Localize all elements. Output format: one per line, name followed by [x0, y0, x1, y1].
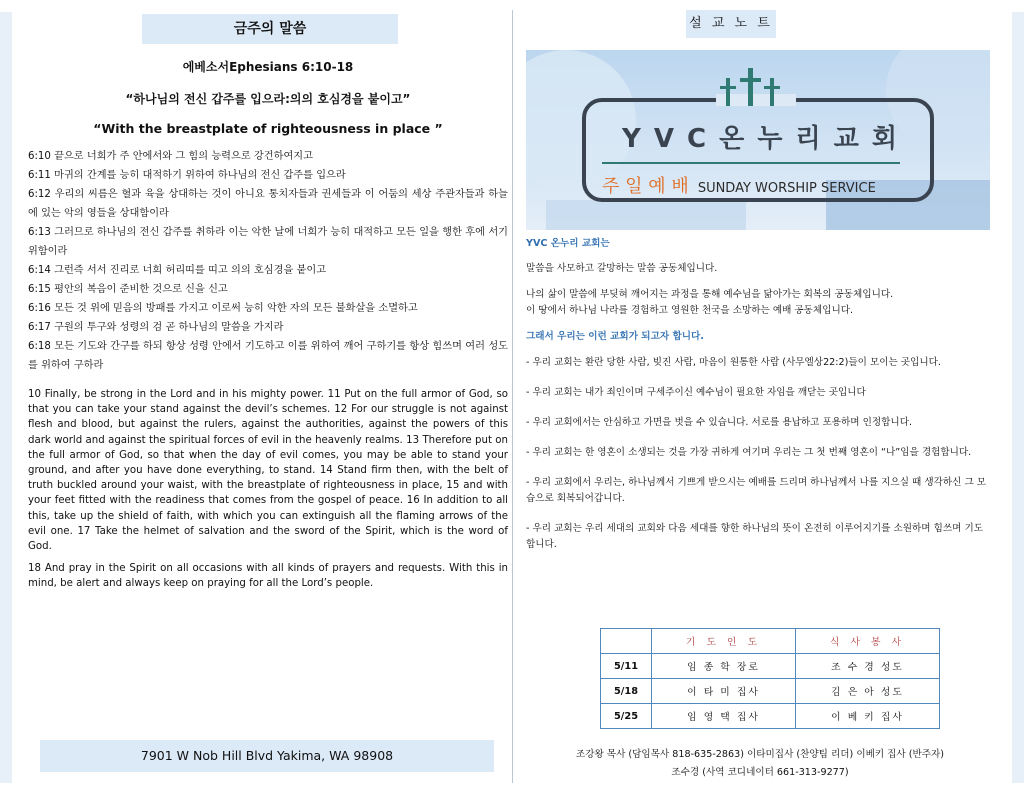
verse-ko: 6:15 평안의 복음이 준비한 것으로 신을 신고 — [28, 284, 228, 295]
english-verses — [28, 387, 508, 599]
church-address: 7901 W Nob Hill Blvd Yakima, WA 98908 — [40, 740, 494, 772]
verse-ko: 6:18 모든 기도와 간구를 하되 항상 성령 안에서 기도하고 이를 위하여 깨어 구하기를 항상 힘쓰며 여러 성도를 위하여 구하라 — [28, 341, 508, 371]
right-page-edge — [1012, 12, 1024, 783]
staff-contact-line: 조수경 (사역 코디네이터 661-313-9277) — [671, 767, 849, 778]
paragraph: 나의 삶이 말씀에 부딪혀 깨어지는 과정을 통해 예수님을 닮아가는 회복의 공동체입니다. — [526, 289, 894, 300]
page-divider — [512, 10, 513, 783]
verse-en-paragraph: 10 Finally, be strong in the Lord and in his mighty power. 11 Put on the full armor of God, so that you can take your stand against the devil’s schemes. 12 For our struggle is not against flesh and blood, but against the rulers, against the authorities, against the powers of this dark world and against the spiritual forces of evil in the heavenly realms. 13 Therefore put on the full armor of God, so that when the day of evil comes, you may be able to stand your ground, and after you have done everything, to stand. 14 Stand firm then, with the belt of truth buckled around your waist, with the breastplate of righteousness in place, 15 and with your feet fitted with the readiness that comes from the gospel of peace. 16 In addition to all this, take up the shield of faith, with which you can extinguish all the flaming arrows of the evil one. 17 Take the helmet of salvation and the sword of the Spirit, which is the word of God. — [28, 389, 508, 553]
service-duty-table — [600, 628, 940, 729]
prayer-leader: 이 타 미 집사 — [652, 679, 796, 704]
scripture-header: 금주의 말씀 — [142, 14, 398, 44]
intro-heading: YVC 온누리 교회는 — [526, 238, 610, 249]
verse-ko: 6:10 끝으로 너희가 주 안에서와 그 힘의 능력으로 강건하여지고 — [28, 151, 313, 162]
prayer-leader: 임 영 택 집사 — [652, 704, 796, 729]
church-description — [526, 236, 992, 553]
scripture-reference: 에베소서Ephesians 6:10-18 — [182, 60, 354, 74]
meal-server: 조 수 경 성도 — [796, 654, 940, 679]
verse-en-paragraph: 18 And pray in the Spirit on all occasions with all kinds of prayers and requests. With this in mind, be alert and always keep on praying for all the Lord’s people. — [28, 563, 508, 590]
staff-contact-line: 조강왕 목사 (담임목사 818-635-2863) 이타미집사 (찬양팀 리더) 이베키 집사 (반주자) — [575, 749, 945, 760]
paragraph: 이 땅에서 하나님 나라를 경험하고 영원한 천국을 소망하는 예배 공동체입니다. — [526, 305, 854, 316]
church-name: Y V C 온 누 리 교 회 — [622, 124, 899, 154]
sermon-title-korean: “하나님의 전신 갑주를 입으라:의의 호심경을 붙이고” — [125, 92, 411, 106]
sermon-title-english: “With the breastplate of righteousness in place ” — [93, 121, 443, 136]
table-row — [601, 704, 940, 729]
vision-bullet: - 우리 교회는 한 영혼이 소생되는 것을 가장 귀하게 여기며 우리는 그 첫 번째 영혼이 “나”임을 경험합니다. — [526, 447, 972, 458]
verse-ko: 6:17 구원의 투구와 성령의 검 곧 하나님의 말씀을 가지라 — [28, 322, 284, 333]
table-header-cell — [601, 629, 652, 654]
service-line — [602, 172, 876, 198]
left-page-edge — [0, 12, 12, 783]
vision-bullet: - 우리 교회는 환란 당한 사람, 빚진 사람, 마음이 원통한 사람 (사무엘상22:2)들이 모이는 곳입니다. — [526, 357, 941, 368]
verse-ko: 6:12 우리의 씨름은 혈과 육을 상대하는 것이 아니요 통치자들과 권세들과 이 어둠의 세상 주관자들과 하늘에 있는 악의 영들을 상대함이라 — [28, 189, 508, 219]
sermon-notes-header: 설 교 노 트 — [686, 10, 776, 38]
korean-verses — [28, 147, 508, 375]
vision-bullet: - 우리 교회는 우리 세대의 교회와 다음 세대를 향한 하나님의 뜻이 온전히 이루어지기를 소원하며 힘쓰며 기도합니다. — [526, 523, 983, 550]
verse-ko: 6:14 그런즉 서서 진리로 너희 허리띠를 띠고 의의 호심경을 붙이고 — [28, 265, 327, 276]
sermon-notes-page — [522, 10, 998, 785]
duty-date: 5/11 — [601, 654, 652, 679]
prayer-leader: 임 종 학 장로 — [652, 654, 796, 679]
vision-heading: 그래서 우리는 이런 교회가 되고자 합니다. — [526, 331, 704, 342]
verse-ko: 6:11 마귀의 간계를 능히 대적하기 위하여 하나님의 전신 갑주를 입으라 — [28, 170, 346, 181]
verse-ko: 6:16 모든 것 위에 믿음의 방패를 가지고 이로써 능히 악한 자의 모든 불화살을 소멸하고 — [28, 303, 418, 314]
church-banner — [526, 50, 990, 230]
table-row — [601, 679, 940, 704]
duty-date: 5/18 — [601, 679, 652, 704]
service-korean: 주 일 예 배 — [602, 176, 689, 197]
paragraph: 말씀을 사모하고 갈망하는 말씀 공동체입니다. — [526, 263, 718, 274]
service-english: SUNDAY WORSHIP SERVICE — [697, 181, 876, 196]
meal-server: 김 은 아 성도 — [796, 679, 940, 704]
duty-date: 5/25 — [601, 704, 652, 729]
table-header-row — [601, 629, 940, 654]
table-header-cell: 기 도 인 도 — [652, 629, 796, 654]
table-header-cell: 식 사 봉 사 — [796, 629, 940, 654]
vision-bullet: - 우리 교회에서는 안심하고 가면을 벗을 수 있습니다. 서로를 용납하고 포용하며 인정합니다. — [526, 417, 913, 428]
scripture-page — [28, 10, 508, 785]
vision-bullet: - 우리 교회에서 우리는, 하나님께서 기쁘게 받으시는 예배를 드리며 하나님께서 나를 지으실 때 생각하신 그 모습으로 회복되어갑니다. — [526, 477, 987, 504]
verse-ko: 6:13 그러므로 하나님의 전신 갑주를 취하라 이는 악한 날에 너희가 능히 대적하고 모든 일을 행한 후에 서기 위함이라 — [28, 227, 508, 257]
table-row — [601, 654, 940, 679]
meal-server: 이 베 키 집사 — [796, 704, 940, 729]
vision-bullet: - 우리 교회는 내가 죄인이며 구세주이신 예수님이 필요한 자임을 깨닫는 곳입니다 — [526, 387, 866, 398]
